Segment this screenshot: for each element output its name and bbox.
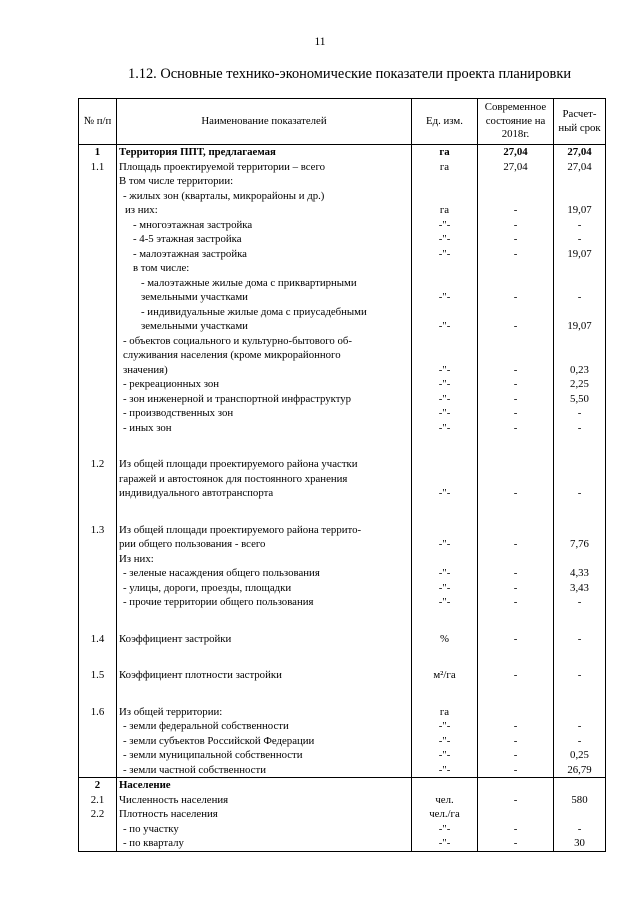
cell-unit: га [412, 160, 478, 175]
cell-current: - [478, 203, 554, 218]
table-row [79, 668, 606, 683]
cell-name: Плотность населения [117, 807, 412, 822]
cell-unit: чел. [412, 793, 478, 808]
cell-no [79, 363, 117, 378]
cell-unit [412, 348, 478, 363]
cell-calc [554, 523, 606, 538]
cell-calc [554, 646, 606, 668]
cell-calc [554, 261, 606, 276]
cell-unit: -"- [412, 595, 478, 610]
cell-no: 2.1 [79, 793, 117, 808]
cell-no [79, 247, 117, 262]
cell-unit: -"- [412, 406, 478, 421]
cell-calc: 4,33 [554, 566, 606, 581]
cell-unit: -"- [412, 232, 478, 247]
spacer-row [79, 501, 606, 523]
cell-name: - малоэтажная застройка [117, 247, 412, 262]
cell-name: - по участку [117, 822, 412, 837]
table-row [79, 581, 606, 596]
cell-no [79, 435, 117, 457]
cell-current [478, 189, 554, 204]
cell-no [79, 392, 117, 407]
cell-name: - зеленые насаждения общего пользования [117, 566, 412, 581]
cell-no [79, 748, 117, 763]
cell-unit: -"- [412, 581, 478, 596]
cell-calc: 19,07 [554, 247, 606, 262]
cell-calc [554, 189, 606, 204]
table-row [79, 566, 606, 581]
cell-calc: - [554, 421, 606, 436]
cell-unit [412, 646, 478, 668]
spacer-row [79, 610, 606, 632]
cell-name: в том числе: [117, 261, 412, 276]
cell-unit: -"- [412, 566, 478, 581]
cell-calc: - [554, 218, 606, 233]
cell-calc: - [554, 632, 606, 647]
cell-name: - малоэтажные жилые дома с приквартирными [117, 276, 412, 291]
cell-unit [412, 457, 478, 472]
cell-no: 1.3 [79, 523, 117, 538]
cell-unit: -"- [412, 822, 478, 837]
cell-no: 1.2 [79, 457, 117, 472]
cell-name [117, 646, 412, 668]
cell-calc [554, 174, 606, 189]
cell-name [117, 610, 412, 632]
cell-calc: 7,76 [554, 537, 606, 552]
table-row [79, 472, 606, 487]
cell-current [478, 348, 554, 363]
cell-no [79, 581, 117, 596]
table-row [79, 807, 606, 822]
cell-unit: -"- [412, 486, 478, 501]
cell-no [79, 421, 117, 436]
spacer-row [79, 646, 606, 668]
cell-unit: -"- [412, 218, 478, 233]
cell-current: - [478, 486, 554, 501]
cell-current [478, 261, 554, 276]
cell-no: 1 [79, 145, 117, 160]
cell-name: - 4-5 этажная застройка [117, 232, 412, 247]
cell-no [79, 377, 117, 392]
cell-unit: -"- [412, 719, 478, 734]
cell-current: - [478, 632, 554, 647]
cell-unit [412, 610, 478, 632]
cell-no [79, 189, 117, 204]
cell-no [79, 595, 117, 610]
cell-no [79, 348, 117, 363]
cell-calc: 27,04 [554, 145, 606, 160]
cell-unit [412, 174, 478, 189]
cell-current: - [478, 232, 554, 247]
cell-current: - [478, 421, 554, 436]
cell-name: - земли муниципальной собственности [117, 748, 412, 763]
header-unit: Ед. изм. [412, 99, 478, 145]
cell-name: - производственных зон [117, 406, 412, 421]
cell-unit: % [412, 632, 478, 647]
table-row [79, 406, 606, 421]
cell-no [79, 486, 117, 501]
table-row [79, 319, 606, 334]
table-row [79, 174, 606, 189]
cell-current [478, 523, 554, 538]
cell-current [478, 174, 554, 189]
cell-no [79, 566, 117, 581]
table-row [79, 363, 606, 378]
cell-current [478, 552, 554, 567]
cell-unit: -"- [412, 377, 478, 392]
table-row [79, 486, 606, 501]
cell-no [79, 472, 117, 487]
cell-unit: -"- [412, 392, 478, 407]
cell-calc: - [554, 232, 606, 247]
cell-calc: - [554, 595, 606, 610]
cell-calc: - [554, 734, 606, 749]
cell-calc: - [554, 486, 606, 501]
cell-current: - [478, 363, 554, 378]
table-row [79, 218, 606, 233]
cell-no [79, 305, 117, 320]
cell-unit [412, 189, 478, 204]
table-row [79, 261, 606, 276]
cell-current [478, 705, 554, 720]
table-row [79, 719, 606, 734]
cell-current: - [478, 595, 554, 610]
cell-calc [554, 276, 606, 291]
header-name: Наименование показателей [117, 99, 412, 145]
cell-name: - многоэтажная застройка [117, 218, 412, 233]
cell-calc: 3,43 [554, 581, 606, 596]
cell-current: - [478, 566, 554, 581]
table-row [79, 523, 606, 538]
cell-name: - улицы, дороги, проезды, площадки [117, 581, 412, 596]
cell-unit: -"- [412, 763, 478, 778]
table-row [79, 334, 606, 349]
table-row [79, 392, 606, 407]
cell-calc: 30 [554, 836, 606, 851]
cell-current: - [478, 719, 554, 734]
cell-name: Из общей площади проектируемого района террито- [117, 523, 412, 538]
cell-current: - [478, 748, 554, 763]
cell-unit: -"- [412, 421, 478, 436]
cell-unit [412, 683, 478, 705]
table-row [79, 276, 606, 291]
cell-calc [554, 457, 606, 472]
cell-no [79, 218, 117, 233]
cell-name: рии общего пользования - всего [117, 537, 412, 552]
cell-calc: 0,23 [554, 363, 606, 378]
cell-current [478, 646, 554, 668]
cell-name: из них: [117, 203, 412, 218]
table-row [79, 552, 606, 567]
cell-unit: -"- [412, 734, 478, 749]
cell-calc: 19,07 [554, 203, 606, 218]
cell-current: - [478, 290, 554, 305]
cell-calc [554, 610, 606, 632]
cell-name: Коэффициент плотности застройки [117, 668, 412, 683]
cell-current: - [478, 763, 554, 778]
cell-name: Из общей площади проектируемого района участки [117, 457, 412, 472]
table-row [79, 348, 606, 363]
cell-unit [412, 435, 478, 457]
table-row [79, 793, 606, 808]
cell-unit [412, 501, 478, 523]
cell-calc [554, 472, 606, 487]
cell-name: - рекреационных зон [117, 377, 412, 392]
cell-calc [554, 778, 606, 793]
table-row [79, 290, 606, 305]
cell-no [79, 232, 117, 247]
cell-unit [412, 334, 478, 349]
cell-unit: -"- [412, 319, 478, 334]
cell-calc: - [554, 406, 606, 421]
cell-no [79, 276, 117, 291]
cell-no [79, 537, 117, 552]
cell-unit [412, 276, 478, 291]
cell-calc [554, 348, 606, 363]
cell-calc [554, 501, 606, 523]
cell-no [79, 836, 117, 851]
cell-calc: - [554, 290, 606, 305]
cell-no [79, 203, 117, 218]
header-no: № п/п [79, 99, 117, 145]
cell-calc: 2,25 [554, 377, 606, 392]
cell-calc [554, 435, 606, 457]
cell-unit: га [412, 705, 478, 720]
cell-unit: -"- [412, 363, 478, 378]
table-row [79, 145, 606, 160]
cell-current: - [478, 734, 554, 749]
cell-no [79, 683, 117, 705]
cell-calc [554, 807, 606, 822]
cell-no: 1.5 [79, 668, 117, 683]
table-row [79, 377, 606, 392]
cell-unit [412, 261, 478, 276]
cell-current [478, 610, 554, 632]
cell-name: Из общей территории: [117, 705, 412, 720]
cell-calc [554, 305, 606, 320]
table-row [79, 203, 606, 218]
cell-no [79, 406, 117, 421]
table-row [79, 232, 606, 247]
cell-calc: 19,07 [554, 319, 606, 334]
cell-name: Территория ППТ, предлагаемая [117, 145, 412, 160]
table-row [79, 763, 606, 778]
cell-no [79, 763, 117, 778]
cell-current: - [478, 822, 554, 837]
table-row [79, 160, 606, 175]
cell-calc: 580 [554, 793, 606, 808]
cell-no [79, 319, 117, 334]
cell-current [478, 807, 554, 822]
cell-current: - [478, 392, 554, 407]
table-row [79, 836, 606, 851]
cell-name: - жилых зон (кварталы, микрорайоны и др.) [117, 189, 412, 204]
cell-name: значения) [117, 363, 412, 378]
cell-no [79, 719, 117, 734]
cell-calc [554, 552, 606, 567]
header-current: Современное состояние на 2018г. [478, 99, 554, 145]
cell-unit [412, 472, 478, 487]
table-row [79, 595, 606, 610]
cell-calc [554, 334, 606, 349]
cell-name: - земли частной собственности [117, 763, 412, 778]
cell-name: Численность населения [117, 793, 412, 808]
spacer-row [79, 435, 606, 457]
cell-calc: 0,25 [554, 748, 606, 763]
document-title: 1.12. Основные технико-экономические показатели проекта планировки [128, 66, 572, 82]
table-row [79, 421, 606, 436]
cell-name: - земли субъектов Российской Федерации [117, 734, 412, 749]
table-row [79, 705, 606, 720]
cell-name: - прочие территории общего пользования [117, 595, 412, 610]
cell-name: земельными участками [117, 319, 412, 334]
cell-calc [554, 705, 606, 720]
table-body [79, 145, 606, 852]
indicators-table [78, 98, 606, 852]
cell-name [117, 435, 412, 457]
cell-unit [412, 523, 478, 538]
cell-no [79, 552, 117, 567]
cell-no [79, 261, 117, 276]
cell-current: 27,04 [478, 160, 554, 175]
cell-name: земельными участками [117, 290, 412, 305]
table-row [79, 189, 606, 204]
cell-current: - [478, 247, 554, 262]
cell-no [79, 501, 117, 523]
cell-unit: -"- [412, 836, 478, 851]
cell-name: В том числе территории: [117, 174, 412, 189]
cell-name [117, 501, 412, 523]
cell-no [79, 646, 117, 668]
cell-current [478, 334, 554, 349]
cell-current [478, 305, 554, 320]
cell-unit: -"- [412, 290, 478, 305]
cell-current: 27,04 [478, 145, 554, 160]
cell-name: - по кварталу [117, 836, 412, 851]
table-header-row [79, 99, 606, 145]
cell-name: - зон инженерной и транспортной инфраструктур [117, 392, 412, 407]
cell-calc: - [554, 719, 606, 734]
cell-name: - земли федеральной собственности [117, 719, 412, 734]
cell-unit: м²/га [412, 668, 478, 683]
table-row [79, 778, 606, 793]
cell-no: 1.4 [79, 632, 117, 647]
cell-no [79, 334, 117, 349]
cell-current [478, 457, 554, 472]
cell-no: 2 [79, 778, 117, 793]
cell-unit: га [412, 145, 478, 160]
cell-no [79, 290, 117, 305]
cell-current [478, 501, 554, 523]
cell-calc: - [554, 668, 606, 683]
cell-unit [412, 305, 478, 320]
cell-calc: 26,79 [554, 763, 606, 778]
cell-current: - [478, 793, 554, 808]
cell-current [478, 435, 554, 457]
cell-current [478, 472, 554, 487]
cell-name: Население [117, 778, 412, 793]
table-row [79, 748, 606, 763]
cell-name: служивания населения (кроме микрорайонного [117, 348, 412, 363]
cell-name: - объектов социального и культурно-бытового об- [117, 334, 412, 349]
cell-current: - [478, 377, 554, 392]
cell-unit [412, 778, 478, 793]
cell-name: - индивидуальные жилые дома с приусадебными [117, 305, 412, 320]
cell-calc: 5,50 [554, 392, 606, 407]
cell-name: Площадь проектируемой территории – всего [117, 160, 412, 175]
cell-current: - [478, 406, 554, 421]
cell-current [478, 276, 554, 291]
cell-name: гаражей и автостоянок для постоянного хранения [117, 472, 412, 487]
cell-unit [412, 552, 478, 567]
cell-calc: 27,04 [554, 160, 606, 175]
cell-current [478, 683, 554, 705]
cell-current: - [478, 218, 554, 233]
table-row [79, 247, 606, 262]
table-row [79, 822, 606, 837]
table-row [79, 305, 606, 320]
cell-unit: -"- [412, 247, 478, 262]
cell-unit: га [412, 203, 478, 218]
cell-calc [554, 683, 606, 705]
cell-no: 1.1 [79, 160, 117, 175]
cell-current: - [478, 319, 554, 334]
cell-no [79, 822, 117, 837]
cell-name: Коэффициент застройки [117, 632, 412, 647]
cell-current: - [478, 537, 554, 552]
cell-name [117, 683, 412, 705]
cell-unit: -"- [412, 748, 478, 763]
cell-calc: - [554, 822, 606, 837]
table-row [79, 457, 606, 472]
header-calc: Расчет-ный срок [554, 99, 606, 145]
table-row [79, 632, 606, 647]
page-number: 11 [314, 36, 326, 48]
cell-no [79, 610, 117, 632]
cell-no: 1.6 [79, 705, 117, 720]
cell-no [79, 734, 117, 749]
spacer-row [79, 683, 606, 705]
cell-no: 2.2 [79, 807, 117, 822]
cell-unit: -"- [412, 537, 478, 552]
cell-name: индивидуального автотранспорта [117, 486, 412, 501]
cell-current: - [478, 581, 554, 596]
cell-unit: чел./га [412, 807, 478, 822]
cell-current: - [478, 836, 554, 851]
cell-name: - иных зон [117, 421, 412, 436]
table-row [79, 537, 606, 552]
table-row [79, 734, 606, 749]
cell-current: - [478, 668, 554, 683]
cell-current [478, 778, 554, 793]
cell-no [79, 174, 117, 189]
cell-name: Из них: [117, 552, 412, 567]
